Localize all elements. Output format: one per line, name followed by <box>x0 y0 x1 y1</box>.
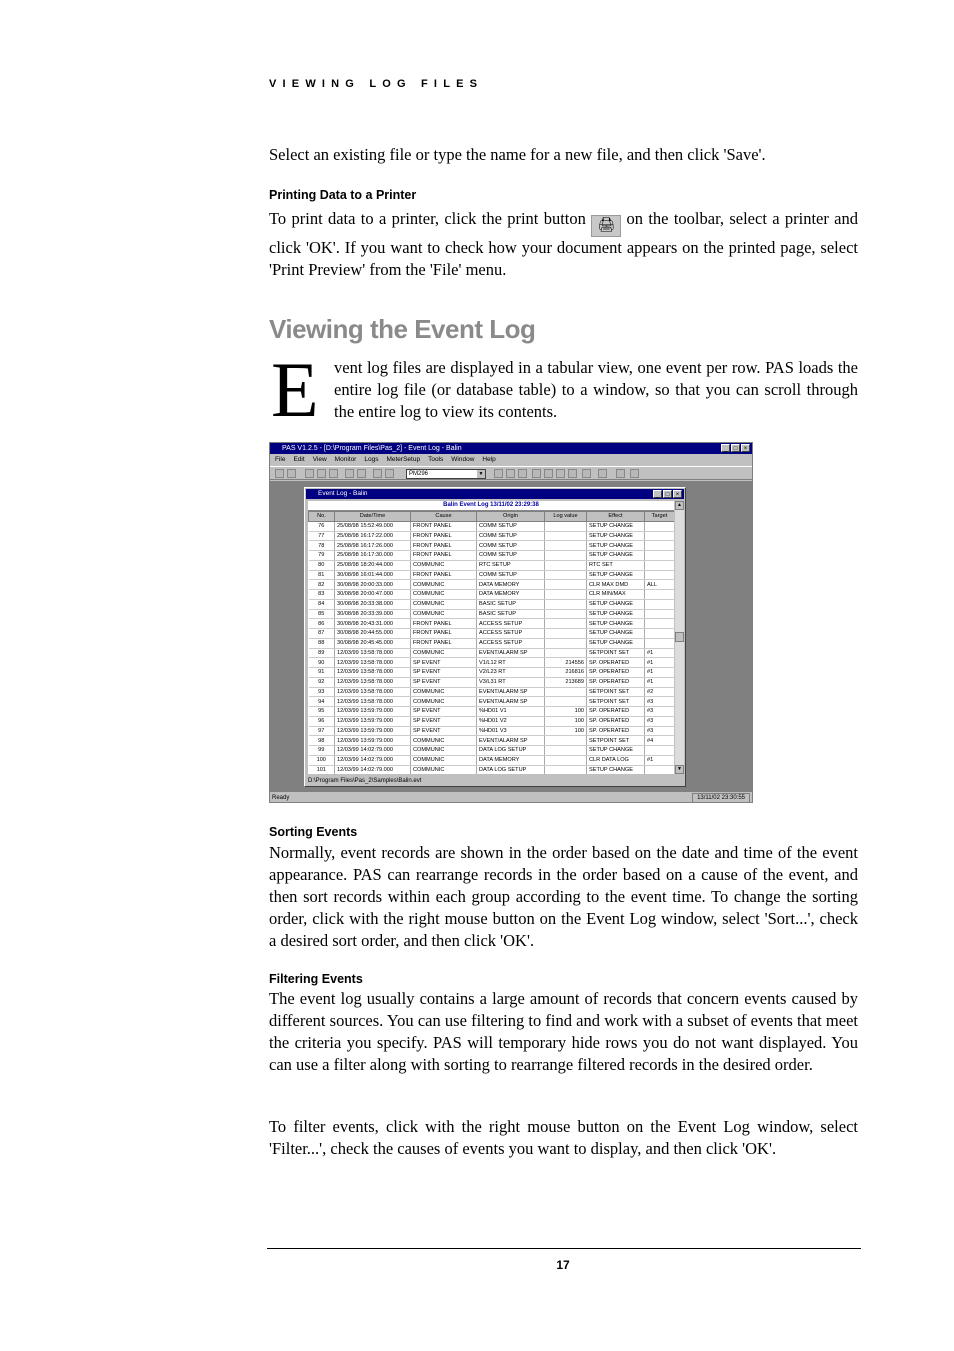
table-cell: 12/03/99 13:59:79.000 <box>335 707 411 717</box>
printing-paragraph <box>269 208 858 281</box>
table-row[interactable] <box>309 648 675 658</box>
table-cell: 12/03/99 13:58:78.000 <box>335 648 411 658</box>
table-cell: DATA MEMORY <box>477 590 545 600</box>
table-cell: 12/03/99 14:02:79.000 <box>335 746 411 756</box>
table-row[interactable] <box>309 629 675 639</box>
menu-logs[interactable]: Logs <box>364 456 379 463</box>
section-title: Viewing the Event Log <box>269 314 536 344</box>
fast-forward-icon[interactable] <box>506 469 515 478</box>
table-cell: 12/03/99 14:02:79.000 <box>335 765 411 774</box>
table-cell: #3 <box>645 716 675 726</box>
table-cell: CLR MIN/MAX <box>587 590 645 600</box>
table-cell: SETUP CHANGE <box>587 570 645 580</box>
table-cell: 12/03/99 13:59:79.000 <box>335 726 411 736</box>
table-cell: 84 <box>309 599 335 609</box>
table-cell: 25/08/98 16:17:30.000 <box>335 551 411 561</box>
table-row[interactable] <box>309 619 675 629</box>
child-minimize-icon[interactable]: _ <box>653 490 662 498</box>
column-header[interactable]: No. <box>309 512 335 522</box>
printer-icon: 🖨 <box>591 215 621 237</box>
table-cell: COMM SETUP <box>477 570 545 580</box>
table-cell: COMMUNIC <box>411 590 477 600</box>
table-cell: SETPOINT SET <box>587 697 645 707</box>
table-cell: CLR MAX DMD <box>587 580 645 590</box>
event-log-window <box>304 487 686 787</box>
table-cell: 25/08/98 16:17:22.000 <box>335 531 411 541</box>
table-cell: FRONT PANEL <box>411 541 477 551</box>
table-cell: 79 <box>309 551 335 561</box>
table-cell: ACCESS SETUP <box>477 629 545 639</box>
table-cell: SETPOINT SET <box>587 687 645 697</box>
sorting-heading: Sorting Events <box>269 825 358 839</box>
table-row[interactable] <box>309 599 675 609</box>
table-cell: RTC SETUP <box>477 560 545 570</box>
table-cell: 88 <box>309 638 335 648</box>
table-cell: 101 <box>309 765 335 774</box>
table-row[interactable] <box>309 551 675 561</box>
filtering-heading: Filtering Events <box>269 972 363 986</box>
table-cell: SETUP CHANGE <box>587 599 645 609</box>
child-maximize-icon[interactable]: □ <box>663 490 672 498</box>
copy-icon[interactable] <box>317 469 326 478</box>
table-cell: 25/08/98 15:52:49.000 <box>335 521 411 531</box>
intro-paragraph: vent log files are displayed in a tabular view, one event per row. PAS loads the entire log file (or database table) to a window, so that you can scroll through the entire log to view its contents. <box>334 358 858 421</box>
table-cell: #3 <box>645 726 675 736</box>
table-cell: RTC SET <box>587 560 645 570</box>
table-row[interactable] <box>309 560 675 570</box>
table-cell: #1 <box>645 648 675 658</box>
prev-record-icon[interactable] <box>544 469 553 478</box>
table-cell: 12/03/99 13:59:79.000 <box>335 716 411 726</box>
table-cell <box>545 736 587 746</box>
column-header[interactable]: Effect <box>587 512 645 522</box>
table-cell <box>645 521 675 531</box>
table-cell: 92 <box>309 677 335 687</box>
table-row[interactable] <box>309 609 675 619</box>
table-cell: %HD01 V2 <box>477 716 545 726</box>
first-record-icon[interactable] <box>532 469 541 478</box>
table-cell: COMMUNIC <box>411 560 477 570</box>
table-cell: FRONT PANEL <box>411 531 477 541</box>
footer-rule <box>267 1248 861 1249</box>
filter-icon[interactable] <box>373 469 382 478</box>
table-row[interactable] <box>309 746 675 756</box>
table-cell: SP. OPERATED <box>587 707 645 717</box>
table-cell: 94 <box>309 697 335 707</box>
sorting-paragraph: Normally, event records are shown in the order based on the date and time of the event appearance. PAS can rearrange records in the order based on a cause of the event, and then sort records within each group according to the event time. To change the sorting order, click with the right mouse button on the Event Log window, select 'Sort...', check a desired sort order, and then click 'OK'. <box>269 843 858 950</box>
table-cell <box>545 570 587 580</box>
table-cell: 83 <box>309 590 335 600</box>
table-cell <box>645 551 675 561</box>
table-cell: 213689 <box>545 677 587 687</box>
table-cell: 98 <box>309 736 335 746</box>
table-cell: SETUP CHANGE <box>587 551 645 561</box>
table-cell <box>645 599 675 609</box>
table-cell: FRONT PANEL <box>411 638 477 648</box>
table-row[interactable] <box>309 570 675 580</box>
table-cell: DATA MEMORY <box>477 755 545 765</box>
table-cell: SP EVENT <box>411 658 477 668</box>
table-cell: 85 <box>309 609 335 619</box>
preview-icon[interactable] <box>357 469 366 478</box>
table-cell <box>545 590 587 600</box>
table-row[interactable] <box>309 658 675 668</box>
table-cell: SP. OPERATED <box>587 726 645 736</box>
table-cell: DATA LOG SETUP <box>477 746 545 756</box>
save-paragraph: Select an existing file or type the name for a new file, and then click 'Save'. <box>269 145 766 164</box>
table-cell <box>545 599 587 609</box>
table-cell: #3 <box>645 707 675 717</box>
child-close-icon[interactable]: × <box>673 490 682 498</box>
table-cell: 30/08/98 20:45:45.000 <box>335 638 411 648</box>
table-cell: 30/08/98 20:44:55.000 <box>335 629 411 639</box>
table-row[interactable] <box>309 590 675 600</box>
menu-view[interactable]: View <box>312 456 327 463</box>
table-cell: FRONT PANEL <box>411 629 477 639</box>
table-cell: 82 <box>309 580 335 590</box>
table-cell: V1/L12 RT <box>477 658 545 668</box>
table-cell: SP. OPERATED <box>587 668 645 678</box>
column-header[interactable]: Cause <box>411 512 477 522</box>
table-cell <box>545 629 587 639</box>
table-cell: BASIC SETUP <box>477 599 545 609</box>
device-select[interactable]: PM296 ▼ <box>406 469 486 479</box>
table-cell: 30/08/98 20:00:47.000 <box>335 590 411 600</box>
table-cell: SETUP CHANGE <box>587 619 645 629</box>
table-cell: COMMUNIC <box>411 755 477 765</box>
table-cell: 12/03/99 13:58:78.000 <box>335 697 411 707</box>
table-cell <box>545 687 587 697</box>
table-cell: 80 <box>309 560 335 570</box>
table-cell: 30/08/98 16:01:44.000 <box>335 570 411 580</box>
table-row[interactable] <box>309 580 675 590</box>
filtering-paragraph-2: To filter events, click with the right mouse button on the Event Log window, select 'Filter...', check the causes of events you want to display, and then click 'OK'. <box>269 1117 858 1158</box>
column-header[interactable]: Target <box>645 512 675 522</box>
event-log-screenshot <box>269 442 753 803</box>
table-cell: DATA MEMORY <box>477 580 545 590</box>
table-cell <box>545 551 587 561</box>
maximize-icon[interactable]: □ <box>731 444 740 452</box>
table-cell: COMM SETUP <box>477 531 545 541</box>
table-cell: 96 <box>309 716 335 726</box>
table-cell: #4 <box>645 736 675 746</box>
table-row[interactable] <box>309 736 675 746</box>
table-cell <box>545 755 587 765</box>
status-ready: Ready <box>272 795 290 801</box>
table-cell <box>545 609 587 619</box>
running-header: VIEWING LOG FILES <box>269 78 484 90</box>
menu-metersetup[interactable]: MeterSetup <box>386 456 421 463</box>
table-cell: COMMUNIC <box>411 687 477 697</box>
undo-icon[interactable] <box>616 469 625 478</box>
table-cell: FRONT PANEL <box>411 619 477 629</box>
table-cell: 95 <box>309 707 335 717</box>
table-row[interactable] <box>309 726 675 736</box>
last-record-icon[interactable] <box>568 469 577 478</box>
rewind-icon[interactable] <box>518 469 527 478</box>
table-cell: #2 <box>645 687 675 697</box>
table-cell <box>545 541 587 551</box>
table-cell: 93 <box>309 687 335 697</box>
table-cell <box>545 619 587 629</box>
table-row[interactable] <box>309 687 675 697</box>
table-cell <box>645 638 675 648</box>
table-cell: ALL <box>645 580 675 590</box>
table-cell: 86 <box>309 619 335 629</box>
table-cell: SETUP CHANGE <box>587 765 645 774</box>
table-cell: SETUP CHANGE <box>587 638 645 648</box>
table-cell: ACCESS SETUP <box>477 638 545 648</box>
menu-bar <box>270 455 496 465</box>
device-value: PM296 <box>409 471 429 477</box>
table-cell: FRONT PANEL <box>411 521 477 531</box>
table-cell: EVENT/ALARM SP <box>477 648 545 658</box>
next-record-icon[interactable] <box>556 469 565 478</box>
table-cell: 77 <box>309 531 335 541</box>
table-cell: %HD01 V3 <box>477 726 545 736</box>
menu-window[interactable]: Window <box>451 456 475 463</box>
vertical-scrollbar[interactable] <box>675 501 684 774</box>
table-row[interactable] <box>309 521 675 531</box>
table-cell <box>645 531 675 541</box>
table-cell: 30/08/98 20:33:39.000 <box>335 609 411 619</box>
table-cell: 91 <box>309 668 335 678</box>
table-cell: SP. OPERATED <box>587 716 645 726</box>
table-cell: 100 <box>545 716 587 726</box>
table-cell: COMMUNIC <box>411 648 477 658</box>
mdi-client <box>270 481 752 792</box>
table-cell <box>545 521 587 531</box>
table-cell: COMMUNIC <box>411 609 477 619</box>
table-cell: COMMUNIC <box>411 746 477 756</box>
table-row[interactable] <box>309 541 675 551</box>
table-cell: 81 <box>309 570 335 580</box>
grid-title: Balin Event Log 13/11/02 23:29:38 <box>308 501 674 511</box>
menu-tools[interactable]: Tools <box>428 456 444 463</box>
menu-edit[interactable]: Edit <box>293 456 305 463</box>
table-cell: COMM SETUP <box>477 551 545 561</box>
table-row[interactable] <box>309 668 675 678</box>
table-cell <box>545 697 587 707</box>
table-cell: 12/03/99 14:02:79.000 <box>335 755 411 765</box>
table-cell: SP EVENT <box>411 707 477 717</box>
table-cell: SP EVENT <box>411 668 477 678</box>
table-cell: %HD01 V1 <box>477 707 545 717</box>
table-cell: 78 <box>309 541 335 551</box>
table-cell: CLR DATA LOG <box>587 755 645 765</box>
menu-monitor[interactable]: Monitor <box>334 456 357 463</box>
table-cell: DATA LOG SETUP <box>477 765 545 774</box>
stop-icon[interactable] <box>582 469 591 478</box>
table-cell: SETUP CHANGE <box>587 746 645 756</box>
table-cell <box>645 541 675 551</box>
table-cell <box>645 570 675 580</box>
table-cell <box>645 609 675 619</box>
printing-text-after: on the toolbar, select a printer and click 'OK'. If you want to check how your document appears on the printed page, select 'Print Preview' from the 'File' menu. <box>269 209 859 279</box>
help-icon[interactable] <box>630 469 639 478</box>
app-title: PAS V1.2.5 - [D:\Program Files\Pas_2] - Event Log - Balin <box>282 445 462 452</box>
table-cell: 97 <box>309 726 335 736</box>
table-cell <box>545 580 587 590</box>
table-cell: #1 <box>645 677 675 687</box>
menu-help[interactable]: Help <box>482 456 496 463</box>
close-icon[interactable]: × <box>741 444 750 452</box>
table-cell: SP. OPERATED <box>587 677 645 687</box>
table-cell: COMMUNIC <box>411 580 477 590</box>
table-row[interactable] <box>309 765 675 774</box>
printing-text-before: To print data to a printer, click the print button <box>269 209 586 228</box>
table-cell: SP. OPERATED <box>587 658 645 668</box>
table-cell <box>645 619 675 629</box>
column-header[interactable]: Origin <box>477 512 545 522</box>
table-cell: 25/08/98 18:20:44.000 <box>335 560 411 570</box>
table-cell: BASIC SETUP <box>477 609 545 619</box>
table-cell: 100 <box>309 755 335 765</box>
table-cell: 100 <box>545 726 587 736</box>
table-cell: 30/08/98 20:00:33.000 <box>335 580 411 590</box>
table-cell: SP EVENT <box>411 726 477 736</box>
scroll-down-icon[interactable]: ▼ <box>675 765 684 774</box>
scroll-thumb[interactable] <box>675 632 684 642</box>
table-cell: 30/08/98 20:43:31.000 <box>335 619 411 629</box>
table-cell: SETPOINT SET <box>587 648 645 658</box>
table-cell: COMMUNIC <box>411 736 477 746</box>
table-cell: 12/03/99 13:58:78.000 <box>335 687 411 697</box>
table-cell: 214556 <box>545 658 587 668</box>
table-cell <box>545 746 587 756</box>
table-cell <box>545 648 587 658</box>
table-cell: #1 <box>645 755 675 765</box>
child-title: Event Log - Balin <box>318 490 368 497</box>
table-row[interactable] <box>309 716 675 726</box>
table-cell: SETUP CHANGE <box>587 629 645 639</box>
table-cell: 90 <box>309 658 335 668</box>
table-cell: COMMUNIC <box>411 697 477 707</box>
minimize-icon[interactable]: _ <box>721 444 730 452</box>
printing-heading: Printing Data to a Printer <box>269 188 417 202</box>
table-cell: SETUP CHANGE <box>587 609 645 619</box>
table-cell: EVENT/ALARM SP <box>477 687 545 697</box>
menu-file[interactable]: File <box>275 456 286 463</box>
table-row[interactable] <box>309 707 675 717</box>
table-cell <box>645 746 675 756</box>
scroll-up-icon[interactable]: ▲ <box>675 501 684 510</box>
table-cell <box>545 638 587 648</box>
status-time: 13/11/02 23:30:55 <box>692 793 750 803</box>
table-cell: COMMUNIC <box>411 765 477 774</box>
table-cell <box>545 765 587 774</box>
table-cell: COMMUNIC <box>411 599 477 609</box>
table-row[interactable] <box>309 755 675 765</box>
table-cell: 216816 <box>545 668 587 678</box>
table-cell: V2/L23 RT <box>477 668 545 678</box>
save-icon[interactable] <box>287 469 296 478</box>
table-cell: 12/03/99 13:58:78.000 <box>335 658 411 668</box>
table-cell <box>645 765 675 774</box>
table-row[interactable] <box>309 697 675 707</box>
drop-cap: E <box>271 346 319 433</box>
table-row[interactable] <box>309 677 675 687</box>
table-cell: FRONT PANEL <box>411 551 477 561</box>
table-cell: 12/03/99 13:59:79.000 <box>335 736 411 746</box>
table-row[interactable] <box>309 638 675 648</box>
filtering-paragraph-1: The event log usually contains a large amount of records that concern events caused by different sources. You can use filtering to find and work with a subset of events that meet the criteria you specify. PAS will temporary hide rows you do not want displayed. You can use a filter along with sorting to rearrange filtered records in the desired order. <box>269 989 858 1074</box>
table-cell: EVENT/ALARM SP <box>477 736 545 746</box>
table-cell: COMM SETUP <box>477 521 545 531</box>
table-cell: #1 <box>645 658 675 668</box>
print-icon[interactable] <box>345 469 354 478</box>
table-cell: FRONT PANEL <box>411 570 477 580</box>
table-cell: 30/08/98 20:33:38.000 <box>335 599 411 609</box>
cut-icon[interactable] <box>305 469 314 478</box>
table-cell: #3 <box>645 697 675 707</box>
column-header[interactable]: Date/Time <box>335 512 411 522</box>
event-log-grid[interactable] <box>308 501 674 774</box>
table-cell: 12/03/99 13:58:78.000 <box>335 677 411 687</box>
connect-icon[interactable] <box>494 469 503 478</box>
table-cell: V3/L31 RT <box>477 677 545 687</box>
table-cell <box>545 531 587 541</box>
child-status: D:\Program Files\Pas_2\Samples\Balin.evt <box>308 778 422 784</box>
table-cell <box>645 560 675 570</box>
table-cell: ACCESS SETUP <box>477 619 545 629</box>
table-cell: SETPOINT SET <box>587 736 645 746</box>
table-cell: 99 <box>309 746 335 756</box>
open-icon[interactable] <box>275 469 284 478</box>
status-bar <box>270 793 752 803</box>
table-cell <box>645 629 675 639</box>
table-cell <box>645 590 675 600</box>
toolbar <box>270 466 752 480</box>
app-titlebar <box>270 443 752 454</box>
table-cell: 100 <box>545 707 587 717</box>
event-table <box>308 511 674 774</box>
table-cell: SP EVENT <box>411 716 477 726</box>
table-cell: SETUP CHANGE <box>587 531 645 541</box>
child-titlebar <box>306 489 684 499</box>
table-cell: 87 <box>309 629 335 639</box>
page-number: 17 <box>556 1258 570 1272</box>
column-header[interactable]: Log value <box>545 512 587 522</box>
table-cell: EVENT/ALARM SP <box>477 697 545 707</box>
table-cell <box>545 560 587 570</box>
table-cell: 25/08/98 16:17:26.000 <box>335 541 411 551</box>
paste-icon[interactable] <box>329 469 338 478</box>
table-row[interactable] <box>309 531 675 541</box>
table-cell: SP EVENT <box>411 677 477 687</box>
table-cell: 76 <box>309 521 335 531</box>
table-cell: #1 <box>645 668 675 678</box>
table-cell: 12/03/99 13:58:78.000 <box>335 668 411 678</box>
table-cell: COMM SETUP <box>477 541 545 551</box>
table-cell: SETUP CHANGE <box>587 521 645 531</box>
font-icon[interactable] <box>385 469 394 478</box>
table-cell: SETUP CHANGE <box>587 541 645 551</box>
window-icon[interactable] <box>598 469 607 478</box>
table-cell: 89 <box>309 648 335 658</box>
